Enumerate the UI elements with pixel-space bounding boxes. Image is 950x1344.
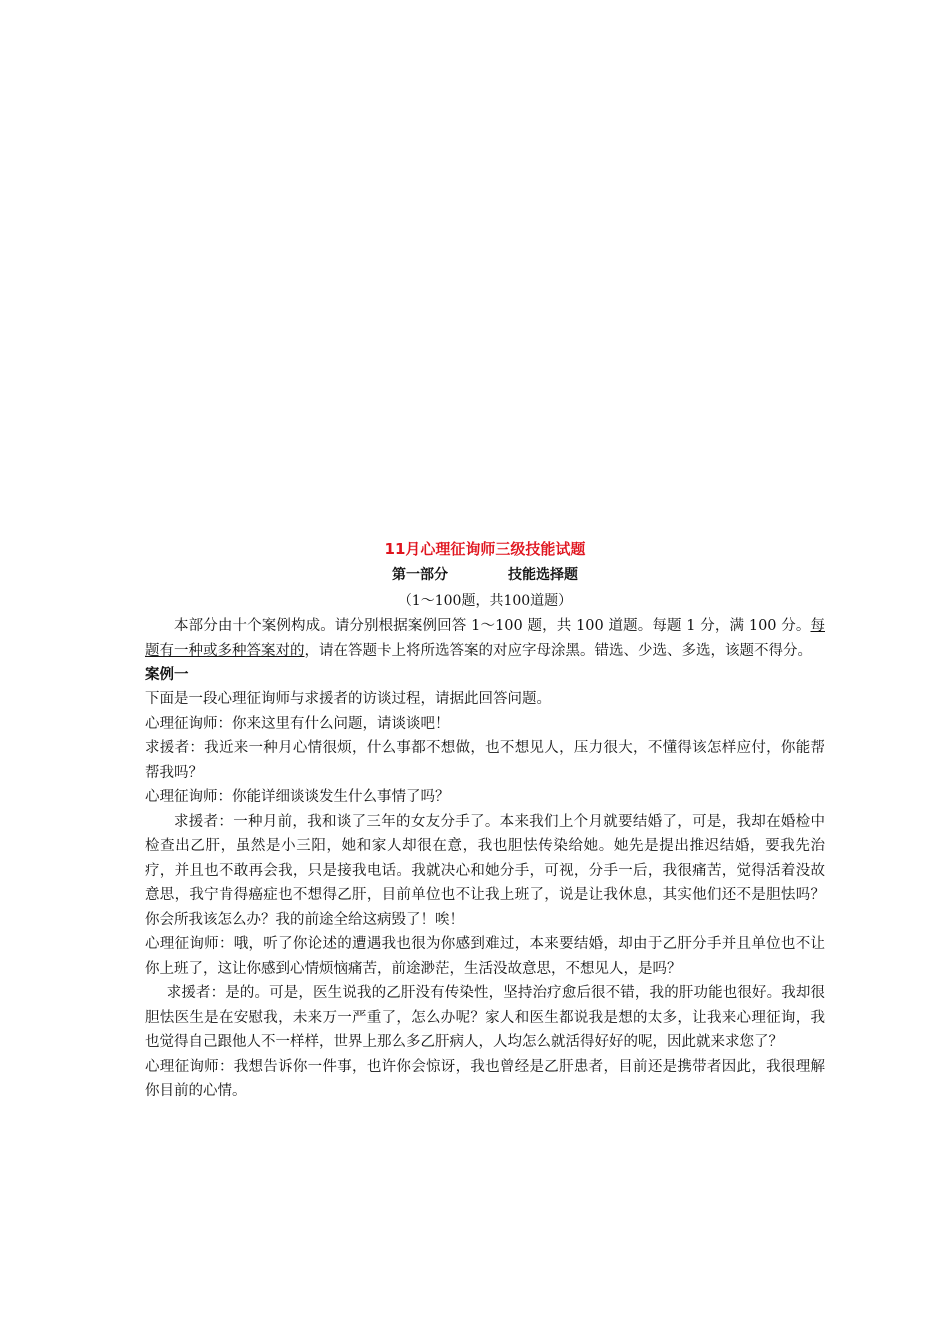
dialogue-line: 心理征询师：你来这里有什么问题，请谈谈吧！	[145, 715, 450, 732]
document-title: 11月心理征询师三级技能试题	[384, 540, 586, 558]
part-name: 技能选择题	[508, 567, 578, 583]
instructions-underlined: 每题有一种或多种答案对的	[145, 618, 825, 659]
case-title: 案例一	[145, 667, 189, 683]
question-range: （1～100题，共100道题）	[397, 593, 573, 609]
part-label: 第一部分	[392, 567, 448, 583]
dialogue-line: 心理征询师：我想告诉你一件事，也许你会惊讶，我也曾经是乙肝患者，目前还是携带者因此，我很理解你目前的心情。	[145, 1058, 825, 1099]
dialogue-line: 心理征询师：你能详细谈谈发生什么事情了吗？	[145, 789, 450, 805]
document-page	[145, 536, 825, 1104]
part-heading	[145, 562, 825, 588]
instructions	[145, 614, 825, 663]
instructions-text-b: ，请在答题卡上将所选答案的对应字母涂黑。错选、少选、多选，该题不得分。	[304, 642, 812, 659]
dialogue-line: 求援者：是的。可是，医生说我的乙肝没有传染性，坚持治疗愈后很不错，我的肝功能也很好。我却很胆怯医生是在安慰我，未来万一严重了，怎么办呢？家人和医生都说我是想的太多，让我来心理征询，我也觉得自己跟他人不一样样，世界上那么多乙肝病人，人均怎么就活得好好的呢，因此就来求您了？	[145, 985, 825, 1050]
dialogue-line: 求援者：一种月前，我和谈了三年的女友分手了。本来我们上个月就要结婚了，可是，我却在婚检中检查出乙肝，虽然是小三阳，她和家人却很在意，我也胆怯传染给她。她先是提出推迟结婚，要我先治疗，并且也不敢再会我，只是接我电话。我就决心和她分手，可视，分手一后，我很痛苦，觉得活着没故意思，我宁肯得癌症也不想得乙肝，目前单位也不让我上班了，说是让我休息，其实他们还不是胆怯吗？你会所我该怎么办？我的前途全给这病毁了！唉！	[145, 813, 825, 928]
dialogue-line: 心理征询师：哦，听了你论述的遭遇我也很为你感到难过，本来要结婚，却由于乙肝分手并且单位也不让你上班了，这让你感到心情烦恼痛苦，前途渺茫，生活没故意思，不想见人，是吗？	[145, 936, 825, 977]
case-intro: 下面是一段心理征询师与求援者的访谈过程，请据此回答问题。	[145, 691, 551, 707]
instructions-text-a: 本部分由十个案例构成。请分别根据案例回答 1～100 题，共 100 道题。每题 1 分，满 100 分。	[174, 618, 811, 634]
dialogue-line: 求援者：我近来一种月心情很烦，什么事都不想做，也不想见人，压力很大，不懂得该怎样应付，你能帮帮我吗？	[145, 740, 825, 781]
